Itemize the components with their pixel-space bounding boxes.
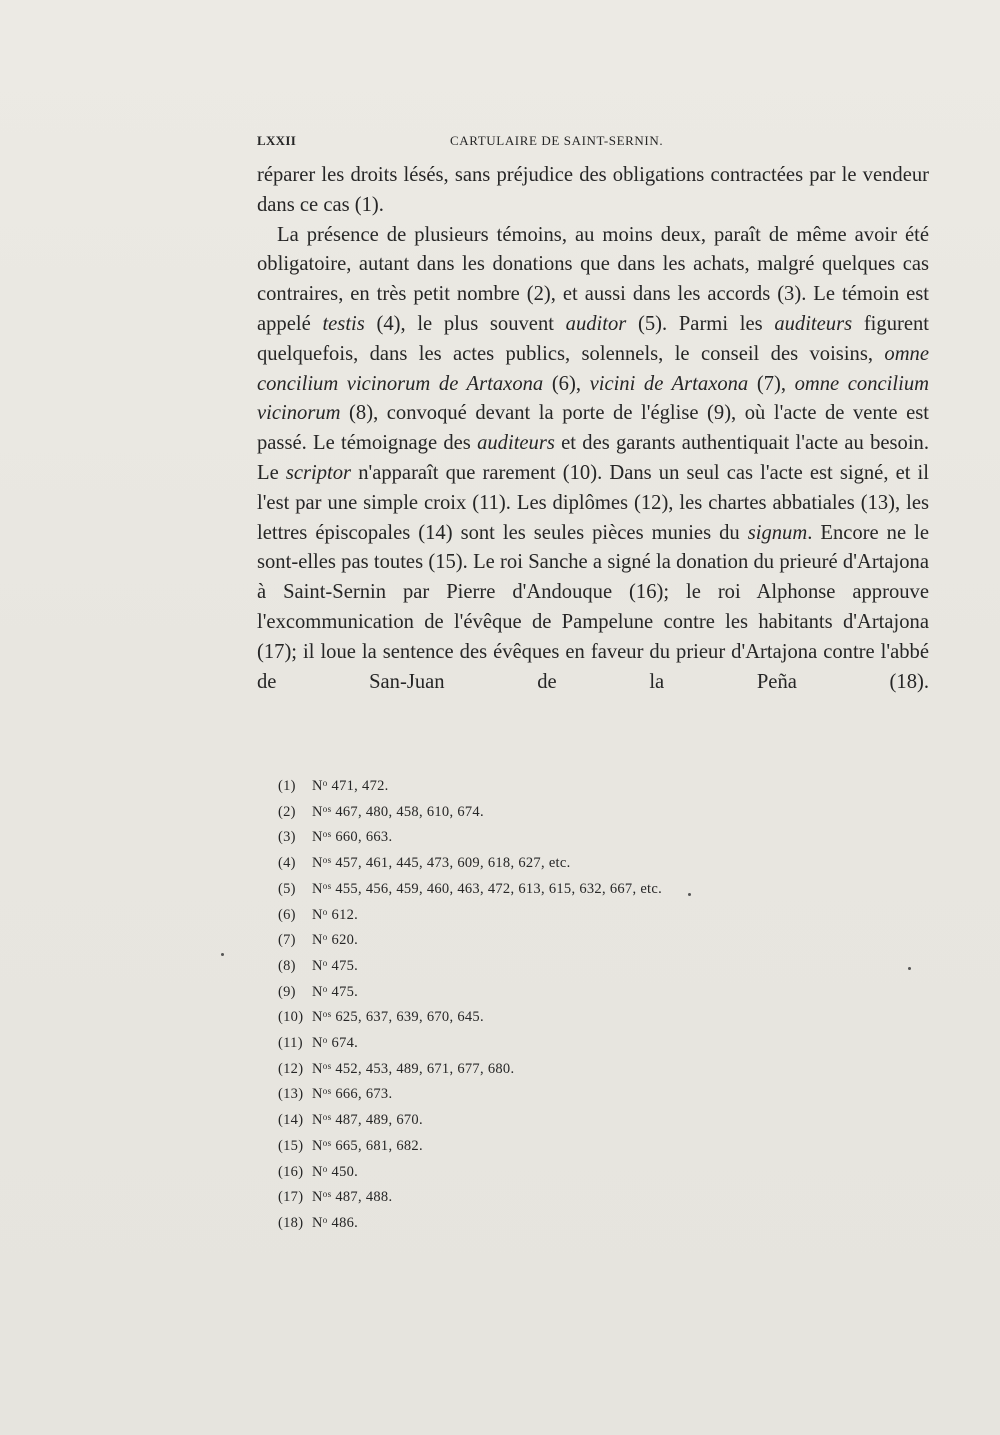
footnote-abbr-sup: os xyxy=(322,1189,332,1200)
page-number: LXXII xyxy=(257,133,297,148)
footnote-abbr: N xyxy=(312,1060,323,1077)
footnote-item xyxy=(278,1080,778,1106)
footnote-abbr: N xyxy=(312,1035,323,1052)
footnote-abbr: N xyxy=(312,1137,323,1154)
footnote-ref: (3) xyxy=(278,829,296,846)
footnote-ref: (16) xyxy=(278,1163,304,1180)
footnote-text: 450. xyxy=(327,1163,359,1180)
footnote-item xyxy=(278,1003,778,1029)
footnote-item xyxy=(278,1183,778,1209)
footnote-abbr: N xyxy=(312,983,323,1000)
footnote-abbr-sup: os xyxy=(322,880,332,891)
footnote-item xyxy=(278,798,778,824)
footnote-abbr-sup: o xyxy=(322,906,328,917)
paragraph-1: réparer les droits lésés, sans préjudice des obligations contractées par le vendeur dans ce cas (1). xyxy=(257,164,929,216)
footnote-ref: (10) xyxy=(278,1009,304,1026)
footnote-ref: (14) xyxy=(278,1112,304,1129)
footnote-text: 486. xyxy=(327,1214,359,1231)
footnote-ref: (6) xyxy=(278,906,296,923)
footnote-ref: (5) xyxy=(278,880,296,897)
footnote-abbr-sup: o xyxy=(322,1214,328,1225)
footnote-abbr-sup: o xyxy=(322,1035,328,1046)
footnote-item xyxy=(278,952,778,978)
footnote-abbr: N xyxy=(312,855,323,872)
footnote-abbr: N xyxy=(312,1214,323,1231)
footnote-abbr: N xyxy=(312,829,323,846)
footnote-item xyxy=(278,1158,778,1184)
footnote-text: 487, 488. xyxy=(331,1189,393,1206)
paragraph-2: La présence de plusieurs témoins, au moins deux, paraît de même avoir été obligatoire, autant dans les donations que dans les achats, malgré quelques cas contraires, en très petit nombre (2), et aussi dans les accords (3). Le témoin est appelé testis (4), le plus souvent auditor (5). Parmi les auditeurs figurent quelquefois, dans les actes publics, solennels, le conseil des voisins, omne concilium vicinorum de Artaxona (6), vicini de Artaxona (7), omne concilium vicinorum (8), convoqué devant la porte de l'église (9), où l'acte de vente est passé. Le témoignage des auditeurs et des garants authentiquait l'acte au besoin. Le scriptor n'apparaît que rarement (10). Dans un seul cas l'acte est signé, et il l'est par une simple croix (11). Les diplômes (12), les chartes abbatiales (13), les lettres épiscopales (14) sont les seules pièces munies du signum. Encore ne le sont-elles pas toutes (15). Le roi Sanche a signé la donation du prieuré d'Artajona à Saint-Sernin par Pierre d'Andouque (16); le roi Alphonse approuve l'excommunication de l'évêque de Pampelune contre les habitants d'Artajona (17); il loue la sentence des évêques en faveur du prieur d'Artajona contre l'abbé de San-Juan de la Peña (18). xyxy=(257,223,930,693)
footnote-abbr: N xyxy=(312,906,323,923)
footnote-abbr-sup: o xyxy=(322,957,328,968)
footnote-abbr: N xyxy=(312,957,323,974)
footnote-ref: (11) xyxy=(278,1035,303,1052)
footnote-text: 620. xyxy=(327,932,359,949)
paper-speck xyxy=(221,953,224,956)
italic-term: signum xyxy=(747,521,808,544)
italic-term: auditeurs xyxy=(774,312,853,335)
footnote-ref: (2) xyxy=(278,803,296,820)
footnote-text: 660, 663. xyxy=(331,829,393,846)
footnote-abbr: N xyxy=(312,803,323,820)
footnote-abbr: N xyxy=(312,1189,323,1206)
footnote-abbr-sup: os xyxy=(322,803,332,814)
italic-term: auditor xyxy=(565,312,627,335)
footnote-abbr: N xyxy=(312,880,323,897)
footnote-item xyxy=(278,901,778,927)
footnote-abbr-sup: o xyxy=(322,983,328,994)
running-title: CARTULAIRE DE SAINT-SERNIN. xyxy=(450,133,664,148)
footnote-text: 455, 456, 459, 460, 463, 472, 613, 615, 632, 667, etc. xyxy=(331,880,663,897)
footnote-item xyxy=(278,849,778,875)
footnote-ref: (17) xyxy=(278,1189,304,1206)
footnote-abbr-sup: os xyxy=(322,1112,332,1123)
footnote-item xyxy=(278,1106,778,1132)
footnote-text: 475. xyxy=(327,983,359,1000)
footnote-item xyxy=(278,772,778,798)
footnote-item xyxy=(278,926,778,952)
italic-term: testis xyxy=(322,312,365,335)
footnote-text: 612. xyxy=(327,906,359,923)
footnote-text: 471, 472. xyxy=(327,778,389,794)
footnote-abbr: N xyxy=(312,932,323,949)
footnote-ref: (1) xyxy=(278,778,296,794)
italic-term: auditeurs xyxy=(477,432,555,455)
italic-term: vicini de Artaxona xyxy=(589,372,749,395)
footnote-abbr-sup: os xyxy=(322,1060,332,1071)
footnote-text: 467, 480, 458, 610, 674. xyxy=(331,803,484,820)
footnote-item xyxy=(278,823,778,849)
body-text xyxy=(257,161,929,697)
footnotes xyxy=(278,772,778,1235)
footnote-text: 475. xyxy=(327,957,359,974)
footnote-abbr-sup: o xyxy=(322,932,328,943)
footnote-ref: (15) xyxy=(278,1137,304,1154)
footnote-text: 457, 461, 445, 473, 609, 618, 627, etc. xyxy=(331,855,571,872)
footnote-abbr-sup: os xyxy=(322,829,332,840)
footnote-item xyxy=(278,1029,778,1055)
footnote-ref: (18) xyxy=(278,1214,304,1231)
footnote-ref: (13) xyxy=(278,1086,304,1103)
paper-speck xyxy=(908,967,911,970)
footnote-ref: (4) xyxy=(278,855,296,872)
footnote-abbr: N xyxy=(312,1086,323,1103)
footnote-abbr-sup: o xyxy=(322,1163,328,1174)
footnote-abbr-sup: os xyxy=(322,1137,332,1148)
footnote-item xyxy=(278,1055,778,1081)
paper-speck xyxy=(688,893,691,896)
footnote-abbr: N xyxy=(312,778,323,794)
footnote-text: 665, 681, 682. xyxy=(331,1137,423,1154)
italic-term: scriptor xyxy=(285,461,352,484)
footnote-ref: (7) xyxy=(278,932,296,949)
footnote-abbr: N xyxy=(312,1009,323,1026)
italic-term: omne concilium vicinorum xyxy=(257,372,930,425)
footnote-abbr-sup: o xyxy=(322,778,328,788)
footnote-item xyxy=(278,875,778,901)
footnote-abbr-sup: os xyxy=(322,855,332,866)
footnote-ref: (8) xyxy=(278,957,296,974)
footnote-item xyxy=(278,1132,778,1158)
footnote-text: 674. xyxy=(327,1035,359,1052)
italic-term: omne concilium vicinorum de Artaxona xyxy=(257,342,929,395)
footnote-abbr: N xyxy=(312,1112,323,1129)
footnote-ref: (9) xyxy=(278,983,296,1000)
footnote-ref: (12) xyxy=(278,1060,304,1077)
footnote-item xyxy=(278,978,778,1004)
footnote-item xyxy=(278,1209,778,1235)
footnote-text: 487, 489, 670. xyxy=(331,1112,423,1129)
page-header xyxy=(257,133,937,155)
footnote-text: 452, 453, 489, 671, 677, 680. xyxy=(331,1060,515,1077)
footnote-abbr-sup: os xyxy=(322,1009,332,1020)
footnote-text: 625, 637, 639, 670, 645. xyxy=(331,1009,484,1026)
footnote-abbr: N xyxy=(312,1163,323,1180)
footnote-text: 666, 673. xyxy=(331,1086,393,1103)
footnote-abbr-sup: os xyxy=(322,1086,332,1097)
